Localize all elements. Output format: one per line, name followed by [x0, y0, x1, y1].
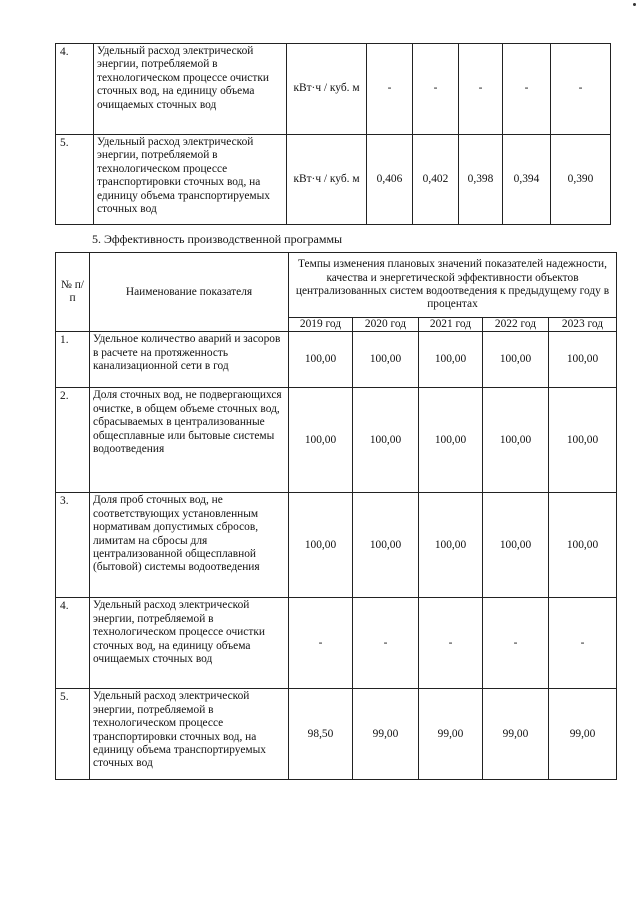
header-year: 2020 год: [353, 318, 419, 332]
value-cell: 100,00: [289, 332, 353, 388]
value-cell: 99,00: [549, 689, 617, 780]
value-cell: 100,00: [353, 493, 419, 598]
energy-efficiency-table-continuation: [55, 43, 611, 225]
corner-dot-mark: [633, 3, 636, 6]
value-cell: -: [503, 44, 551, 135]
value-cell: -: [353, 598, 419, 689]
row-number: 5.: [56, 135, 94, 225]
value-cell: 99,00: [419, 689, 483, 780]
indicator-name: Удельный расход электрической энергии, потребляемой в технологическом процессе очистки сточных вод, на единицу объема очищаемых сточных вод: [94, 44, 287, 135]
value-cell: 100,00: [549, 493, 617, 598]
table-row: [56, 135, 611, 225]
value-cell: 100,00: [419, 388, 483, 493]
value-cell: 100,00: [353, 388, 419, 493]
value-cell: -: [483, 598, 549, 689]
row-number: 3.: [56, 493, 90, 598]
value-cell: -: [413, 44, 459, 135]
value-cell: 98,50: [289, 689, 353, 780]
section-title: 5. Эффективность производственной программы: [92, 232, 343, 246]
table-row: [56, 598, 617, 689]
header-number: № п/ п: [56, 253, 90, 332]
value-cell: 100,00: [419, 493, 483, 598]
table-row: [56, 44, 611, 135]
indicator-name: Доля проб сточных вод, не соответствующих установленным нормативам допустимых сбросов, лимитам на сбросы для централизованной общесплавной (бытовой) системы водоотведения: [90, 493, 289, 598]
value-cell: 0,402: [413, 135, 459, 225]
table-row: [56, 332, 617, 388]
indicator-name: Удельное количество аварий и засоров в расчете на протяженность канализационной сети в год: [90, 332, 289, 388]
header-indicator-name: Наименование показателя: [90, 253, 289, 332]
value-cell: 100,00: [483, 332, 549, 388]
value-cell: 100,00: [483, 388, 549, 493]
header-rates-group: Темпы изменения плановых значений показателей надежности, качества и энергетической эффективности объектов централизованных систем водоотведения к предыдущему году в процентах: [289, 253, 617, 318]
program-efficiency-table: [55, 252, 617, 780]
value-cell: -: [549, 598, 617, 689]
row-number: 5.: [56, 689, 90, 780]
indicator-name: Доля сточных вод, не подвергающихся очистке, в общем объеме сточных вод, сбрасываемых в централизованные общесплавные или бытовые системы водоотведения: [90, 388, 289, 493]
value-cell: 100,00: [419, 332, 483, 388]
value-cell: 100,00: [549, 332, 617, 388]
header-year: 2021 год: [419, 318, 483, 332]
value-cell: 0,406: [367, 135, 413, 225]
value-cell: -: [367, 44, 413, 135]
indicator-name: Удельный расход электрической энергии, потребляемой в технологическом процессе транспортировки сточных вод, на единицу объема транспортируемых сточных вод: [94, 135, 287, 225]
value-cell: 99,00: [483, 689, 549, 780]
value-cell: 0,390: [551, 135, 611, 225]
indicator-name: Удельный расход электрической энергии, потребляемой в технологическом процессе транспортировки сточных вод, на единицу объема транспортируемых сточных вод: [90, 689, 289, 780]
value-cell: 99,00: [353, 689, 419, 780]
unit-cell: кВт·ч / куб. м: [287, 135, 367, 225]
row-number: 4.: [56, 598, 90, 689]
table-row: [56, 493, 617, 598]
indicator-name: Удельный расход электрической энергии, потребляемой в технологическом процессе очистки сточных вод, на единицу объема очищаемых сточных вод: [90, 598, 289, 689]
row-number: 2.: [56, 388, 90, 493]
header-year: 2022 год: [483, 318, 549, 332]
value-cell: 0,394: [503, 135, 551, 225]
value-cell: -: [289, 598, 353, 689]
value-cell: 100,00: [353, 332, 419, 388]
header-year: 2023 год: [549, 318, 617, 332]
value-cell: 100,00: [289, 388, 353, 493]
table-row: [56, 388, 617, 493]
value-cell: -: [419, 598, 483, 689]
unit-cell: кВт·ч / куб. м: [287, 44, 367, 135]
value-cell: -: [459, 44, 503, 135]
value-cell: 100,00: [549, 388, 617, 493]
table-header-row: [56, 253, 617, 318]
row-number: 1.: [56, 332, 90, 388]
header-year: 2019 год: [289, 318, 353, 332]
value-cell: 0,398: [459, 135, 503, 225]
value-cell: -: [551, 44, 611, 135]
row-number: 4.: [56, 44, 94, 135]
value-cell: 100,00: [483, 493, 549, 598]
value-cell: 100,00: [289, 493, 353, 598]
table-row: [56, 689, 617, 780]
